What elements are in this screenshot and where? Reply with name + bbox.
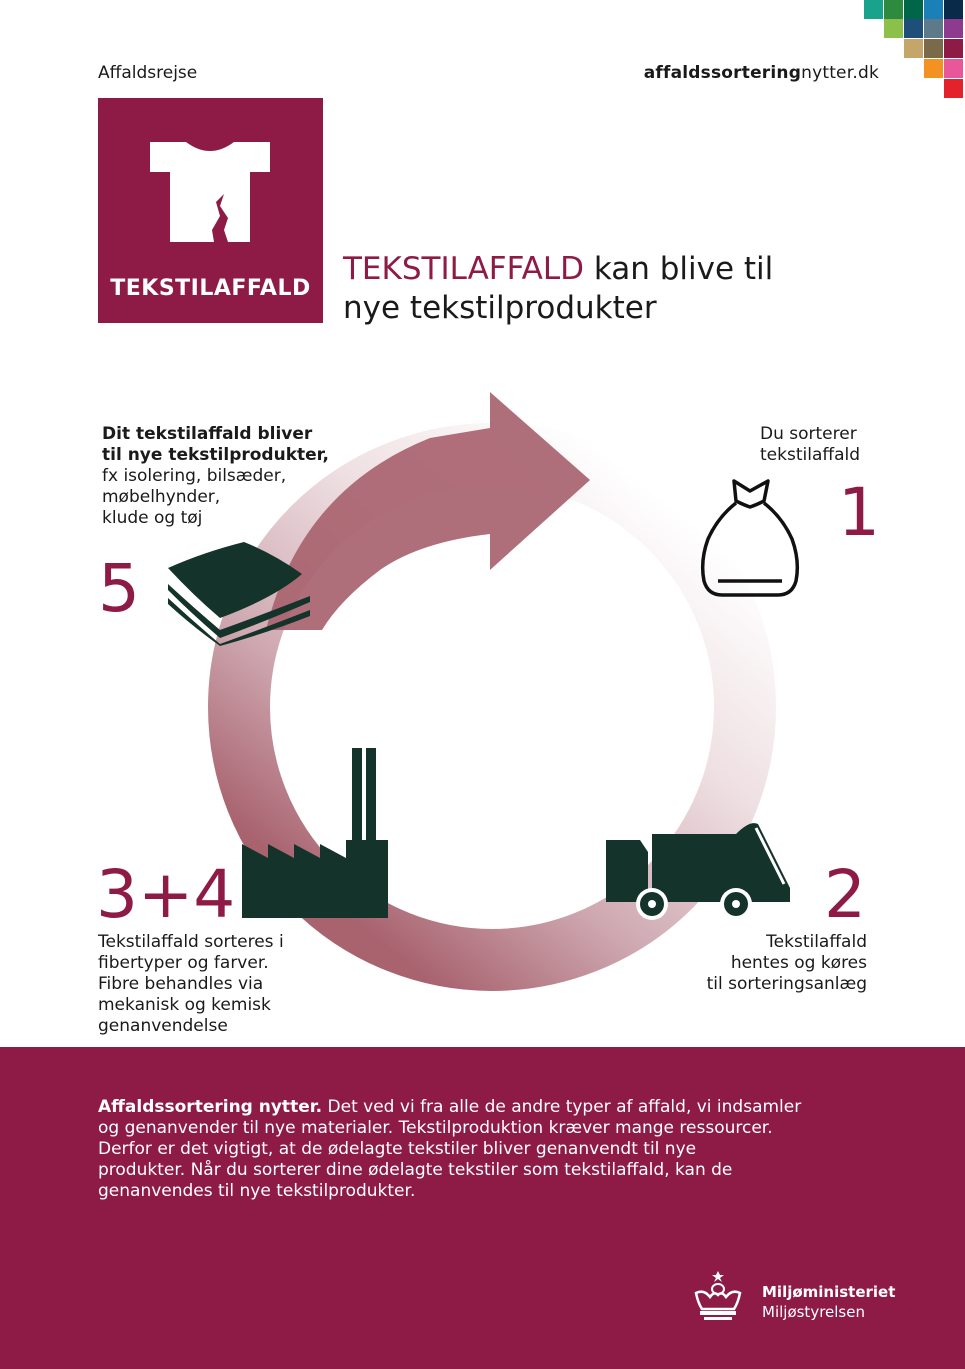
logo-label: TEKSTILAFFALD	[110, 276, 311, 301]
step-2-text	[707, 932, 867, 995]
url-rest-part: nytter.dk	[801, 63, 879, 83]
agency-name: Miljøstyrelsen	[762, 1303, 865, 1321]
step-1-line1: Du sorterer	[760, 424, 857, 444]
step-5-text	[102, 424, 329, 529]
ministry-name: Miljøministeriet	[762, 1283, 896, 1301]
factory-icon	[242, 744, 388, 918]
step-5-line4: møbelhynder,	[102, 487, 221, 507]
trash-bag-icon	[698, 477, 802, 601]
step-5-line5: klude og tøj	[102, 508, 203, 528]
truck-icon	[606, 820, 792, 920]
site-url[interactable]	[644, 63, 879, 83]
step-3-4-number: 3+4	[96, 856, 236, 933]
step-1-line2: tekstilaffald	[760, 445, 860, 465]
step-3-4-line3: Fibre behandles via	[98, 974, 264, 994]
step-2-line2: hentes og køres	[730, 953, 867, 973]
footer-panel	[0, 1047, 965, 1369]
step-2-number: 2	[824, 856, 866, 933]
headline-line2: nye tekstilprodukter	[343, 290, 657, 326]
step-5-bold2: til nye tekstilprodukter,	[102, 445, 330, 465]
folded-textiles-icon	[164, 538, 314, 646]
footer-line1: Det ved vi fra alle de andre typer af affald, vi indsamler	[322, 1097, 802, 1117]
footer-body-text	[98, 1097, 858, 1202]
step-5-line3: fx isolering, bilsæder,	[102, 466, 287, 486]
headline-accent: TEKSTILAFFALD	[343, 251, 584, 287]
tshirt-icon	[150, 138, 270, 250]
footer-line2: og genanvender til nye materialer. Tekstilproduktion kræver mange ressourcer.	[98, 1118, 773, 1138]
url-bold-part: affaldssortering	[643, 63, 802, 83]
step-3-4-text	[98, 932, 284, 1037]
step-5-number: 5	[98, 550, 140, 627]
step-3-4-line1: Tekstilaffald sorteres i	[98, 932, 284, 952]
crown-icon	[690, 1269, 746, 1321]
step-1-text	[760, 424, 860, 466]
ministry-logo	[690, 1269, 910, 1329]
footer-line3: Derfor er det vigtigt, at de ødelagte tekstiler bliver genanvendt til nye	[98, 1139, 697, 1159]
footer-bold: Affaldssortering nytter.	[98, 1097, 323, 1117]
page-headline	[343, 250, 863, 328]
step-3-4-line2: fibertyper og farver.	[98, 953, 269, 973]
journey-label: Affaldsrejse	[98, 63, 198, 83]
step-3-4-line4: mekanisk og kemisk	[98, 995, 271, 1015]
headline-rest: kan blive til	[583, 251, 774, 287]
step-5-bold1: Dit tekstilaffald bliver	[102, 424, 313, 444]
step-2-line1: Tekstilaffald	[766, 932, 867, 952]
step-1-number: 1	[838, 474, 880, 551]
footer-line4: produkter. Når du sorterer dine ødelagte tekstiler som tekstilaffald, kan de	[98, 1160, 733, 1180]
footer-line5: genanvendes til nye tekstilprodukter.	[98, 1181, 416, 1201]
step-2-line3: til sorteringsanlæg	[706, 974, 867, 994]
step-3-4-line5: genanvendelse	[98, 1016, 228, 1036]
corner-color-mosaic	[865, 0, 965, 100]
textile-waste-logo	[98, 98, 323, 323]
